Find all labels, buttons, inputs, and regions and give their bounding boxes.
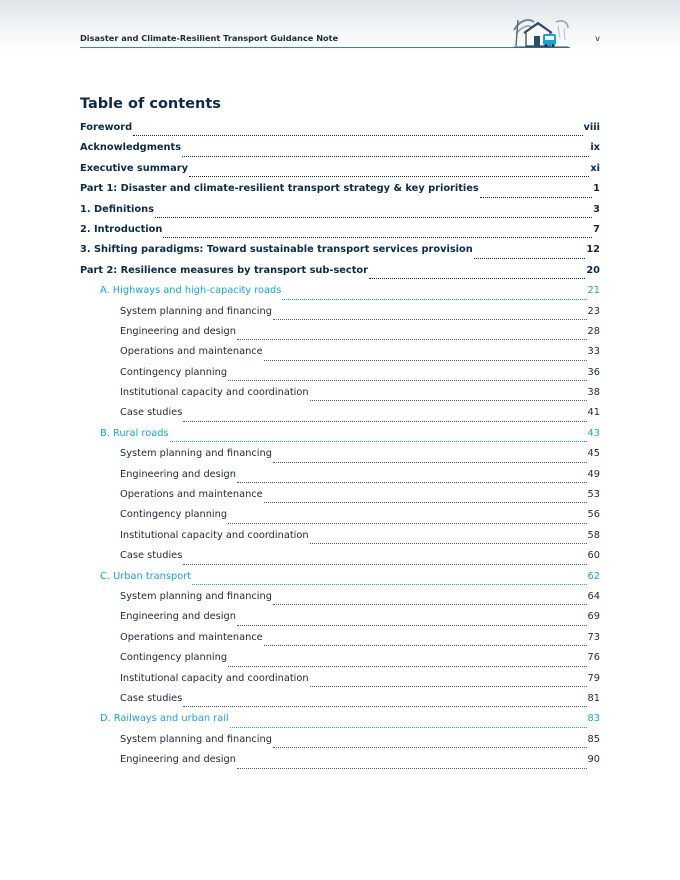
- toc-leader-dots: [183, 564, 586, 565]
- page-header: [80, 30, 600, 50]
- toc-entry-page: 76: [587, 652, 600, 664]
- toc-leader-dots: [264, 502, 587, 503]
- toc-entry-page: 45: [587, 448, 600, 460]
- toc-entry-title: 3. Shifting paradigms: Toward sustainable transport services provision: [80, 244, 473, 256]
- toc-item-entry[interactable]: [80, 550, 600, 570]
- toc-leader-dots: [170, 441, 587, 442]
- toc-entry-page: 43: [587, 427, 600, 439]
- toc-entry-title: Institutional capacity and coordination: [120, 387, 309, 399]
- toc-entry-title: Foreword: [80, 122, 133, 133]
- toc-leader-dots: [192, 584, 586, 585]
- toc-subsection-entry[interactable]: [80, 713, 600, 733]
- toc-leader-dots: [264, 360, 587, 361]
- toc-item-entry[interactable]: [80, 469, 600, 489]
- toc-entry-page: 12: [586, 244, 600, 256]
- toc-entry-page: 21: [587, 285, 600, 297]
- toc-leader-dots: [273, 747, 587, 748]
- toc-entry-page: 90: [587, 754, 600, 766]
- page-title: Table of contents: [80, 96, 221, 112]
- toc-leader-dots: [310, 686, 587, 687]
- toc-entry-title: B. Rural roads: [100, 427, 169, 439]
- toc-subsection-entry[interactable]: [80, 571, 600, 591]
- toc-leader-dots: [230, 727, 587, 728]
- toc-leader-dots: [228, 666, 586, 667]
- toc-item-entry[interactable]: [80, 448, 600, 468]
- toc-entry-page: 73: [587, 631, 600, 643]
- toc-entry-title: A. Highways and high-capacity roads: [100, 285, 282, 297]
- toc-section-entry[interactable]: [80, 204, 600, 224]
- toc-leader-dots: [228, 380, 586, 381]
- toc-section-entry[interactable]: [80, 122, 600, 142]
- toc-entry-page: 20: [586, 264, 600, 276]
- toc-item-entry[interactable]: [80, 734, 600, 754]
- toc-item-entry[interactable]: [80, 530, 600, 550]
- toc-entry-title: System planning and financing: [120, 590, 272, 602]
- toc-entry-title: Case studies: [120, 692, 183, 704]
- toc-subsection-entry[interactable]: [80, 285, 600, 305]
- toc-entry-page: 3: [593, 203, 600, 215]
- toc-section-entry[interactable]: [80, 183, 600, 203]
- toc-entry-page: ix: [590, 142, 600, 154]
- toc-entry-page: 85: [587, 733, 600, 745]
- toc-item-entry[interactable]: [80, 509, 600, 529]
- toc-leader-dots: [237, 482, 587, 483]
- toc-entry-title: Executive summary: [80, 162, 188, 174]
- toc-entry-page: 49: [587, 468, 600, 480]
- toc-item-entry[interactable]: [80, 306, 600, 326]
- toc-entry-page: 36: [587, 366, 600, 378]
- toc-entry-title: Operations and maintenance: [120, 489, 263, 501]
- toc-entry-title: System planning and financing: [120, 733, 272, 745]
- toc-entry-page: 79: [587, 672, 600, 684]
- toc-item-entry[interactable]: [80, 346, 600, 366]
- toc-entry-page: 41: [587, 407, 600, 419]
- toc-section-entry[interactable]: [80, 142, 600, 162]
- toc-leader-dots: [310, 543, 587, 544]
- toc-entry-page: 81: [587, 692, 600, 704]
- toc-item-entry[interactable]: [80, 489, 600, 509]
- toc-leader-dots: [474, 258, 586, 259]
- toc-subsection-entry[interactable]: [80, 428, 600, 448]
- toc-entry-page: 69: [587, 611, 600, 623]
- toc-entry-title: Engineering and design: [120, 325, 236, 337]
- toc-leader-dots: [189, 176, 589, 177]
- header-page-number: v: [595, 33, 600, 43]
- toc-leader-dots: [182, 156, 589, 157]
- toc-entry-page: 53: [587, 489, 600, 501]
- toc-entry-page: 83: [587, 713, 600, 725]
- toc-section-entry[interactable]: [80, 244, 600, 264]
- toc-leader-dots: [183, 706, 586, 707]
- toc-entry-page: 33: [587, 346, 600, 358]
- toc-entry-page: 62: [587, 570, 600, 582]
- toc-entry-title: Institutional capacity and coordination: [120, 672, 309, 684]
- toc-leader-dots: [310, 400, 587, 401]
- toc-leader-dots: [369, 278, 585, 279]
- toc-entry-page: 60: [587, 550, 600, 562]
- toc-leader-dots: [163, 237, 592, 238]
- toc-leader-dots: [480, 197, 592, 198]
- toc-entry-page: 7: [593, 223, 600, 235]
- toc-entry-title: Contingency planning: [120, 366, 228, 378]
- toc-item-entry[interactable]: [80, 611, 600, 631]
- toc-entry-title: Engineering and design: [120, 611, 236, 623]
- toc-entry-page: 38: [587, 387, 600, 399]
- toc-leader-dots: [228, 523, 586, 524]
- toc-leader-dots: [273, 319, 587, 320]
- toc-entry-title: Part 2: Resilience measures by transport sub-sector: [80, 264, 368, 276]
- toc-entry-page: 28: [587, 325, 600, 337]
- toc-entry-title: Institutional capacity and coordination: [120, 529, 309, 541]
- toc-leader-dots: [183, 421, 586, 422]
- toc-entry-title: Engineering and design: [120, 468, 236, 480]
- toc-leader-dots: [273, 462, 587, 463]
- toc-item-entry[interactable]: [80, 326, 600, 346]
- toc-item-entry[interactable]: [80, 407, 600, 427]
- toc-entry-title: Contingency planning: [120, 652, 228, 664]
- toc-entry-page: 58: [587, 529, 600, 541]
- toc-leader-dots: [273, 604, 587, 605]
- toc-entry-title: D. Railways and urban rail: [100, 713, 229, 725]
- toc-section-entry[interactable]: [80, 224, 600, 244]
- toc-item-entry[interactable]: [80, 387, 600, 407]
- toc-entry-title: Part 1: Disaster and climate-resilient transport strategy & key priorities: [80, 183, 479, 195]
- toc-leader-dots: [237, 768, 587, 769]
- toc-entry-title: System planning and financing: [120, 305, 272, 317]
- toc-item-entry[interactable]: [80, 367, 600, 387]
- toc-entry-page: xi: [590, 162, 600, 174]
- header-rule: [80, 47, 570, 48]
- toc-entry-page: viii: [583, 122, 600, 133]
- toc-section-entry[interactable]: [80, 163, 600, 183]
- toc-leader-dots: [282, 299, 586, 300]
- toc-entry-title: C. Urban transport: [100, 570, 192, 582]
- toc-entry-title: 2. Introduction: [80, 223, 163, 235]
- toc-leader-dots: [237, 625, 587, 626]
- header-title: Disaster and Climate-Resilient Transport Guidance Note: [80, 33, 339, 43]
- toc-entry-title: Engineering and design: [120, 754, 236, 766]
- toc-entry-title: 1. Definitions: [80, 203, 154, 215]
- toc-item-entry[interactable]: [80, 693, 600, 713]
- toc-leader-dots: [155, 217, 592, 218]
- toc-entry-page: 23: [587, 305, 600, 317]
- toc-leader-dots: [264, 645, 587, 646]
- toc-leader-dots: [133, 135, 582, 136]
- toc-entry-title: Contingency planning: [120, 509, 228, 521]
- toc-entry-page: 64: [587, 590, 600, 602]
- toc-entry-page: 1: [593, 183, 600, 195]
- toc-entry-page: 56: [587, 509, 600, 521]
- toc-item-entry[interactable]: [80, 652, 600, 672]
- toc-list: [80, 122, 600, 775]
- toc-item-entry[interactable]: [80, 591, 600, 611]
- toc-section-entry[interactable]: [80, 265, 600, 285]
- toc-entry-title: Case studies: [120, 550, 183, 562]
- toc-entry-title: Acknowledgments: [80, 142, 182, 154]
- toc-item-entry[interactable]: [80, 632, 600, 652]
- toc-entry-title: Case studies: [120, 407, 183, 419]
- toc-entry-title: System planning and financing: [120, 448, 272, 460]
- toc-item-entry[interactable]: [80, 673, 600, 693]
- toc-entry-title: Operations and maintenance: [120, 631, 263, 643]
- toc-leader-dots: [237, 339, 587, 340]
- house-bus-storm-icon: [512, 16, 570, 50]
- toc-entry-title: Operations and maintenance: [120, 346, 263, 358]
- toc-item-entry[interactable]: [80, 754, 600, 774]
